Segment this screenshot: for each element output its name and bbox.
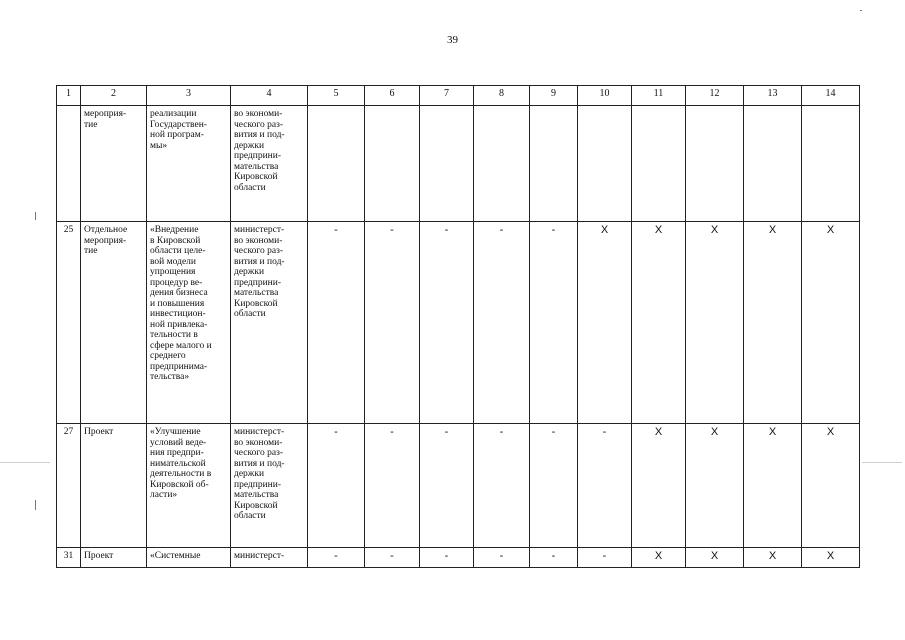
- year-mark: -: [474, 222, 530, 424]
- table-row: [57, 222, 860, 424]
- executor: министерст- во экономи- ческого раз- вития и под- держки предприни- мательства Кировской области: [231, 424, 308, 548]
- column-header: 5: [308, 86, 365, 106]
- column-header: 8: [474, 86, 530, 106]
- column-header: 11: [632, 86, 686, 106]
- scan-speck: [860, 10, 862, 11]
- year-mark: X: [744, 222, 802, 424]
- event-name: «Системные: [147, 548, 231, 568]
- year-mark: -: [530, 222, 578, 424]
- year-mark: -: [365, 222, 420, 424]
- year-mark: [744, 106, 802, 222]
- year-mark: -: [308, 424, 365, 548]
- row-number: 25: [57, 222, 81, 424]
- column-header: 1: [57, 86, 81, 106]
- event-type: мероприя- тие: [81, 106, 147, 222]
- column-header: 12: [686, 86, 744, 106]
- event-type: Отдельное мероприя- тие: [81, 222, 147, 424]
- year-mark: -: [420, 548, 474, 568]
- executor: министерст-: [231, 548, 308, 568]
- year-mark: -: [474, 548, 530, 568]
- event-name: реализации Государствен- ной програм- мы»: [147, 106, 231, 222]
- year-mark: [802, 106, 860, 222]
- year-mark: X: [686, 424, 744, 548]
- executor: министерст- во экономи- ческого раз- вития и под- держки предприни- мательства Кировской области: [231, 222, 308, 424]
- year-mark: -: [365, 424, 420, 548]
- year-mark: -: [308, 548, 365, 568]
- year-mark: [632, 106, 686, 222]
- year-mark: -: [474, 424, 530, 548]
- year-mark: [365, 106, 420, 222]
- page-number: 39: [447, 34, 458, 46]
- year-mark: -: [578, 548, 632, 568]
- year-mark: X: [632, 548, 686, 568]
- year-mark: X: [802, 222, 860, 424]
- year-mark: -: [308, 222, 365, 424]
- year-mark: X: [744, 424, 802, 548]
- table-row: [57, 548, 860, 568]
- column-header: 3: [147, 86, 231, 106]
- row-number: 27: [57, 424, 81, 548]
- table-row: [57, 106, 860, 222]
- column-header: 13: [744, 86, 802, 106]
- column-header: 7: [420, 86, 474, 106]
- column-header: 4: [231, 86, 308, 106]
- year-mark: [420, 106, 474, 222]
- column-header: 6: [365, 86, 420, 106]
- header-row: [57, 86, 860, 106]
- scan-speck: [35, 212, 36, 220]
- event-name: «Внедрение в Кировской области целе- вой модели упрощения процедур ве- дения бизнеса и повышения инвестицион- ной привлека- тельности в сфере малого и среднего предпринима- тельства»: [147, 222, 231, 424]
- data-table: [56, 85, 860, 568]
- year-mark: [308, 106, 365, 222]
- column-header: 2: [81, 86, 147, 106]
- event-type: Проект: [81, 548, 147, 568]
- executor: во экономи- ческого раз- вития и под- держки предприни- мательства Кировской области: [231, 106, 308, 222]
- year-mark: -: [420, 424, 474, 548]
- year-mark: X: [632, 424, 686, 548]
- table-row: [57, 424, 860, 548]
- column-header: 14: [802, 86, 860, 106]
- event-name: «Улучшение условий веде- ния предпри- нимательской деятельности в Кировской об- ласти»: [147, 424, 231, 548]
- scan-speck: [0, 462, 50, 463]
- year-mark: X: [744, 548, 802, 568]
- year-mark: -: [530, 548, 578, 568]
- row-number: [57, 106, 81, 222]
- year-mark: [530, 106, 578, 222]
- year-mark: [578, 106, 632, 222]
- year-mark: X: [578, 222, 632, 424]
- year-mark: [474, 106, 530, 222]
- year-mark: X: [802, 424, 860, 548]
- column-header: 9: [530, 86, 578, 106]
- row-number: 31: [57, 548, 81, 568]
- year-mark: -: [578, 424, 632, 548]
- year-mark: -: [420, 222, 474, 424]
- year-mark: -: [530, 424, 578, 548]
- column-header: 10: [578, 86, 632, 106]
- year-mark: X: [802, 548, 860, 568]
- year-mark: X: [632, 222, 686, 424]
- year-mark: X: [686, 548, 744, 568]
- year-mark: [686, 106, 744, 222]
- scan-speck: [35, 500, 36, 510]
- year-mark: -: [365, 548, 420, 568]
- year-mark: X: [686, 222, 744, 424]
- scan-speck: [862, 462, 902, 463]
- event-type: Проект: [81, 424, 147, 548]
